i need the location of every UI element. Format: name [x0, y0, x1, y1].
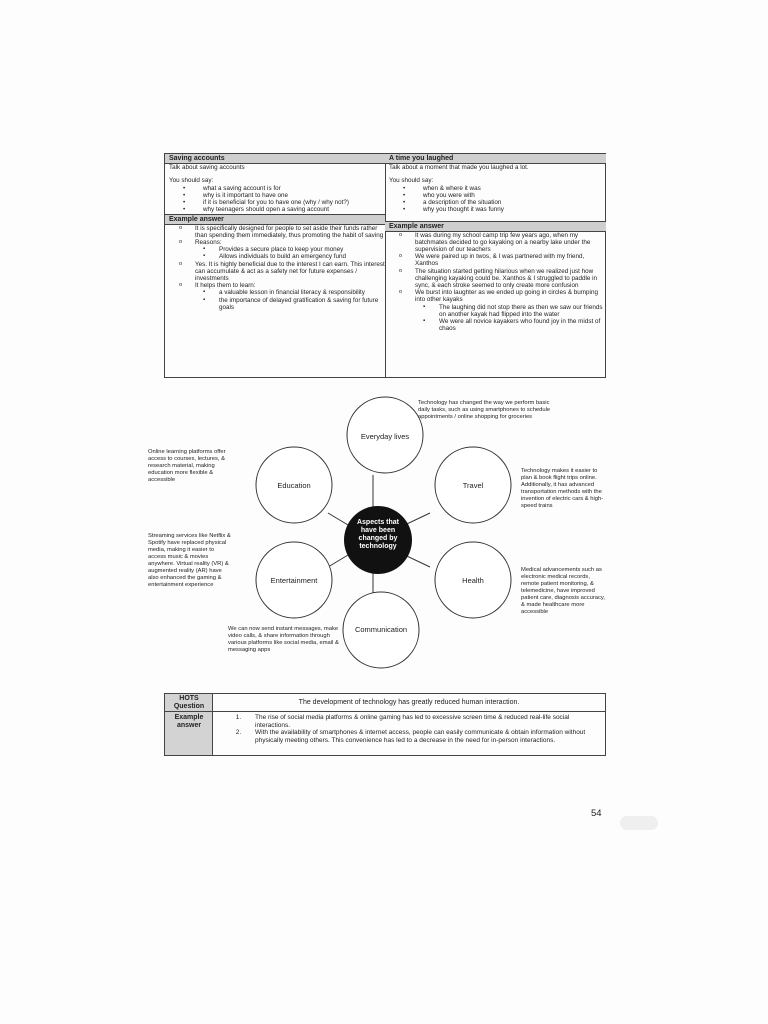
node-everyday-lives: Everyday lives [360, 432, 410, 441]
saving-accounts-prompt: Talk about saving accounts You should say: [169, 164, 245, 185]
time-you-laughed-answer [385, 232, 606, 333]
saving-accounts-column [165, 154, 386, 377]
time-you-laughed-header: A time you laughed [385, 154, 606, 164]
saving-accounts-answer [165, 225, 385, 311]
list-item: o We burst into laughter as we ended up going in circles & bumping into other kayaks ▪ The laughing did not stop there as then we saw our friends on another kayak had flipped into the water ▪ We were all novice kayakers who found joy in the midst of chaos [415, 289, 606, 332]
note-travel: Technology makes it easier to plan & book flight trips online. Additionally, it has advanced transportation methods with the invention of electric cars & high-speed trains [521, 468, 604, 509]
technology-mind-map [140, 395, 610, 680]
saving-accounts-header: Saving accounts [165, 154, 385, 164]
list-item: • why teenagers should open a saving account [203, 206, 385, 213]
note-entertainment: Streaming services like Netflix & Spotify have replaced physical media, making it easier to access music & movies anywhere. Virtual reality (VR) & augmented reality (AR) have also enhanced the gaming & entertainment experience [148, 533, 231, 588]
list-item: ▪ the importance of delayed gratification & saving for future goals [219, 297, 385, 311]
list-item: • who you were with [423, 192, 606, 199]
note-everyday-lives: Technology has changed the way we perform basic daily tasks, such as using smartphones to schedule appointments / online shopping for groceries [418, 400, 551, 420]
list-item: ▪ Allows individuals to build an emergency fund [219, 253, 385, 260]
list-item: o Reasons: ▪ Provides a secure place to keep your money ▪ Allows individuals to build an emergency fund [195, 239, 385, 261]
center-label: Aspects that have been changed by technology [356, 519, 399, 550]
list-item: • a description of the situation [423, 199, 606, 206]
list-item: o We were paired up in twos, & I was partnered with my friend, Xanthos [415, 253, 606, 267]
example-answer-label: Example answer [174, 714, 204, 729]
node-education: Education [277, 481, 311, 490]
example-answer-header-right: Example answer [385, 221, 606, 232]
hots-question-table [164, 693, 606, 756]
page-number: 54 [591, 808, 602, 819]
list-item: • when & where it was [423, 185, 606, 192]
list-item: 2. With the availability of smartphones & internet access, people can easily communicate & obtain information without physically meeting others. This convenience has led to a decrease in the need for in-person interactions. [243, 729, 599, 744]
list-item: o The situation started getting hilarious when we realized just how challenging kayaking could be. Xanthos & I struggled to paddle in sync, & each stroke seemed to only create more confusion [415, 268, 606, 290]
list-item: • why is it important to have one [203, 192, 385, 199]
list-item: ▪ Provides a secure place to keep your money [219, 246, 385, 253]
node-entertainment: Entertainment [270, 576, 318, 585]
time-you-laughed-prompt: Talk about a moment that made you laughed a lot. You should say: [389, 164, 529, 185]
note-communication: We can now send instant messages, make video calls, & share information through various platforms like social media, email & messaging apps [228, 626, 339, 653]
list-item: o It is specifically designed for people to set aside their funds rather than spending them immediately, thus promoting the habit of saving [195, 225, 385, 239]
list-item: ▪ We were all novice kayakers who found joy in the midst of chaos [439, 318, 606, 332]
list-item: • why you thought it was funny [423, 206, 606, 213]
node-health: Health [462, 576, 484, 585]
node-communication: Communication [354, 625, 408, 634]
time-you-laughed-column [385, 154, 606, 377]
hots-question-text: The development of technology has greatly reduced human interaction. [298, 699, 520, 706]
watermark-badge [620, 816, 658, 830]
example-answer-header-left: Example answer [165, 214, 385, 225]
list-item: • if it is beneficial for you to have one (why / why not?) [203, 199, 385, 206]
speaking-cue-card-table [164, 153, 606, 378]
list-item: ▪ The laughing did not stop there as then we saw our friends on another kayak had flipped into the water [439, 304, 606, 318]
node-travel: Travel [462, 481, 484, 490]
list-item: 1. The rise of social media platforms & online gaming has led to excessive screen time & reduced real-life social interactions. [243, 714, 599, 729]
hots-question-label: HOTS Question [173, 695, 205, 710]
note-education: Online learning platforms offer access to courses, lectures, & research material, making education more flexible & accessible [148, 449, 226, 483]
list-item: • what a saving account is for [203, 185, 385, 192]
time-you-laughed-points [385, 185, 606, 214]
list-item: o It was during my school camp trip few years ago, when my batchmates decided to go kayaking on a nearby lake under the supervision of our teachers [415, 232, 606, 254]
hots-answer-list [227, 714, 599, 744]
list-item: o It helps them to learn: ▪ a valuable lesson in financial literacy & responsibility ▪ the importance of delayed gratification & saving for future goals [195, 282, 385, 311]
note-health: Medical advancements such as electronic medical records, remote patient monitoring, & telemedicine, have improved patient care, diagnosis accuracy, & made healthcare more accessible [521, 567, 605, 615]
list-item: o Yes. It is highly beneficial due to the interest I can earn. This interest can accumulate & act as a safety net for future expenses / investments [195, 261, 385, 283]
saving-accounts-points [165, 185, 385, 214]
list-item: ▪ a valuable lesson in financial literacy & responsibility [219, 289, 385, 296]
